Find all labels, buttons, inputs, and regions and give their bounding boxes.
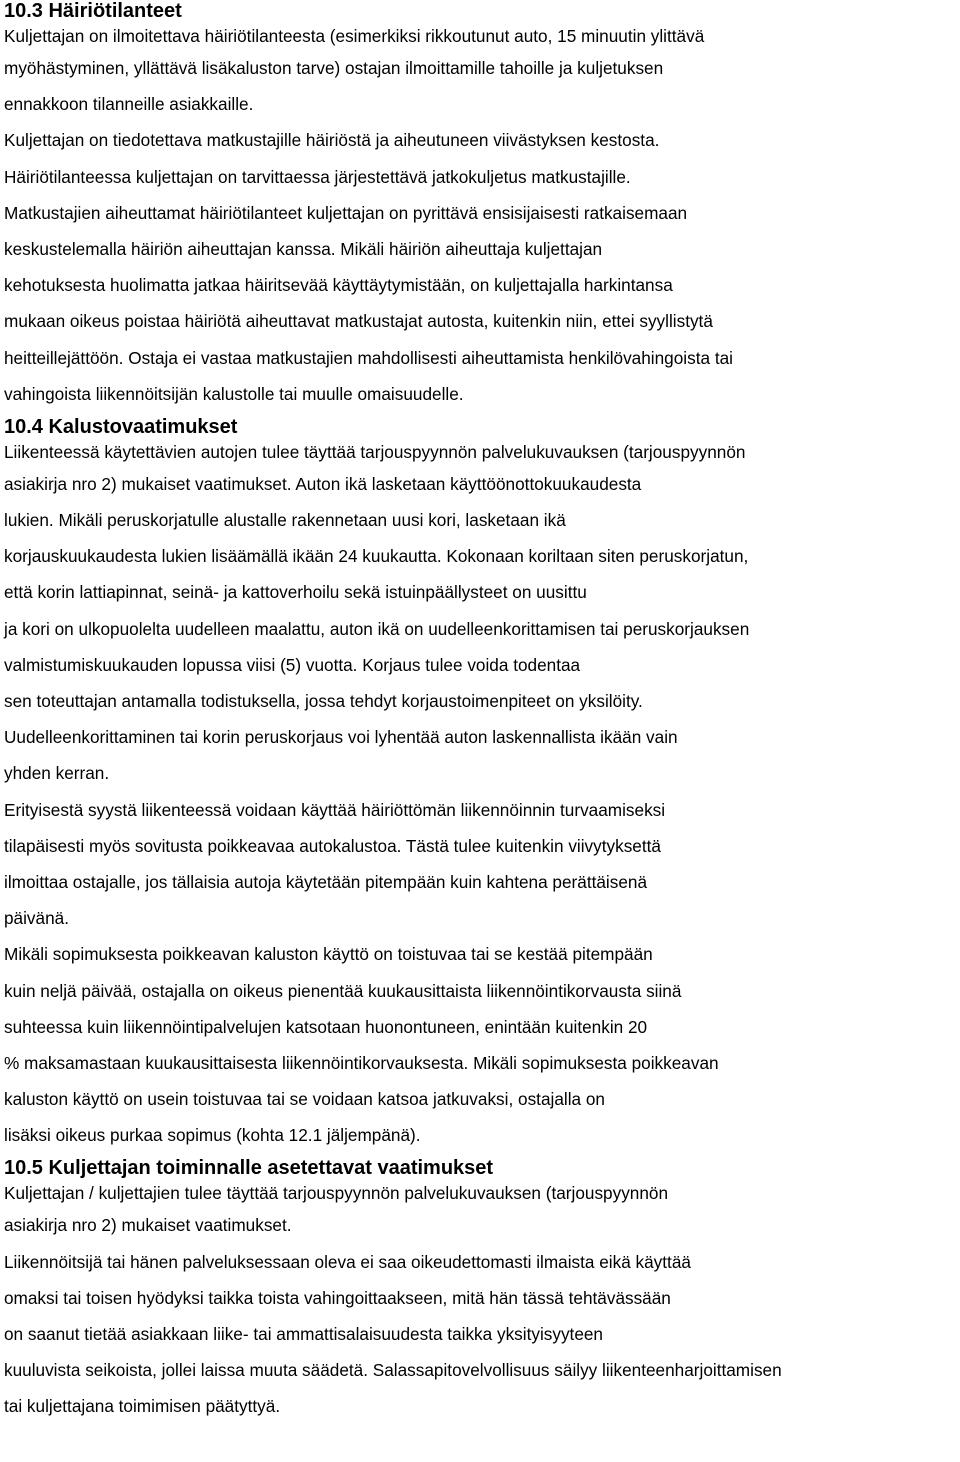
section-heading: 10.3 Häiriötilanteet	[4, 0, 182, 22]
section-heading: 10.4 Kalustovaatimukset	[4, 415, 238, 438]
text-line: suhteessa kuin liikennöintipalvelujen katsotaan huonontuneen, enintään kuitenkin 20	[4, 1016, 648, 1037]
text-line: valmistumiskuukauden lopussa viisi (5) vuotta. Korjaus tulee voida todentaa	[4, 654, 581, 675]
text-line: heitteillejättöön. Ostaja ei vastaa matkustajien mahdollisesti aiheuttamista henkilövahingoista tai	[4, 347, 733, 368]
section-heading: 10.5 Kuljettajan toiminnalle asetettavat vaatimukset	[4, 1157, 494, 1180]
text-line: lukien. Mikäli peruskorjatulle alustalle rakennetaan uusi kori, lasketaan ikä	[4, 510, 566, 531]
text-line: tilapäisesti myös sovitusta poikkeavaa autokalustoa. Tästä tulee kuitenkin viivytyksettä	[4, 835, 661, 856]
text-line: Häiriötilanteessa kuljettajan on tarvittaessa järjestettävä jatkokuljetus matkustajille.	[4, 166, 631, 187]
text-line: vahingoista liikennöitsijän kalustolle tai muulle omaisuudelle.	[4, 383, 464, 404]
text-line: Erityisestä syystä liikenteessä voidaan käyttää häiriöttömän liikennöinnin turvaamiseksi	[4, 799, 666, 820]
text-line: Kuljettajan on ilmoitettava häiriötilanteesta (esimerkiksi rikkoutunut auto, 15 minuutin ylittävä	[4, 26, 705, 46]
text-line: Liikenteessä käytettävien autojen tulee täyttää tarjouspyynnön palvelukuvauksen (tarjouspyynnön	[4, 441, 746, 462]
text-line: mukaan oikeus poistaa häiriötä aiheuttavat matkustajat autosta, kuitenkin niin, ettei syyllistytä	[4, 311, 713, 332]
text-line: asiakirja nro 2) mukaiset vaatimukset. Auton ikä lasketaan käyttöönottokuukaudesta	[4, 473, 642, 494]
text-line: sen toteuttajan antamalla todistuksella, jossa tehdyt korjaustoimenpiteet on yksilöity.	[4, 691, 643, 711]
text-line: ilmoittaa ostajalle, jos tällaisia autoja käytetään pitempään kuin kahtena perättäisenä	[4, 871, 648, 892]
text-line: on saanut tietää asiakkaan liike- tai ammattisalaisuudesta taikka yksityisyyteen	[4, 1324, 603, 1344]
text-line: Liikennöitsijä tai hänen palveluksessaan oleva ei saa oikeudettomasti ilmaista eikä käyttää	[4, 1251, 691, 1272]
text-line: päivänä.	[4, 908, 69, 929]
text-line: keskustelemalla häiriön aiheuttajan kanssa. Mikäli häiriön aiheuttaja kuljettajan	[4, 238, 603, 259]
section-10-5	[4, 1157, 960, 1424]
text-line: Mikäli sopimuksesta poikkeavan kaluston käyttö on toistuvaa tai se kestää pitempään	[4, 944, 653, 965]
text-line: myöhästyminen, yllättävä lisäkaluston tarve) ostajan ilmoittamille tahoille ja kuljetuksen	[4, 58, 664, 78]
text-line: Kuljettajan on tiedotettava matkustajille häiriöstä ja aiheutuneen viivästyksen kestosta.	[4, 130, 660, 151]
text-line: kehotuksesta huolimatta jatkaa häiritsevää käyttäytymistään, on kuljettajalla harkintansa	[4, 275, 673, 296]
text-line: lisäksi oikeus purkaa sopimus (kohta 12.1 jäljempänä).	[4, 1125, 421, 1146]
text-line: kaluston käyttö on usein toistuvaa tai se voidaan katsoa jatkuvaksi, ostajalla on	[4, 1089, 605, 1110]
text-line: % maksamastaan kuukausittaisesta liikennöintikorvauksesta. Mikäli sopimuksesta poikkeavan	[4, 1052, 719, 1073]
text-line: omaksi tai toisen hyödyksi taikka toista vahingoittaakseen, mitä hän tässä tehtävässään	[4, 1287, 671, 1308]
document-page	[4, 0, 960, 1425]
text-line: ja kori on ulkopuolelta uudelleen maalattu, auton ikä on uudelleenkorittamisen tai peruskorjauksen	[4, 618, 750, 639]
text-line: tai kuljettajana toimimisen päätyttyä.	[4, 1396, 281, 1417]
text-line: kuuluvista seikoista, jollei laissa muuta säädetä. Salassapitovelvollisuus säilyy liikenteenharjoittamisen	[4, 1360, 782, 1381]
text-line: korjauskuukaudesta lukien lisäämällä ikään 24 kuukautta. Kokonaan koriltaan siten peruskorjatun,	[4, 546, 749, 567]
text-line: asiakirja nro 2) mukaiset vaatimukset.	[4, 1215, 292, 1236]
text-line: Kuljettajan / kuljettajien tulee täyttää tarjouspyynnön palvelukuvauksen (tarjouspyynnön	[4, 1183, 669, 1204]
text-line: Uudelleenkorittaminen tai korin peruskorjaus voi lyhentää auton laskennallista ikään vain	[4, 727, 678, 748]
text-line: että korin lattiapinnat, seinä- ja kattoverhoilu sekä istuinpäällysteet on uusittu	[4, 582, 587, 603]
text-line: ennakkoon tilanneille asiakkaille.	[4, 94, 254, 115]
text-line: Matkustajien aiheuttamat häiriötilanteet kuljettajan on pyrittävä ensisijaisesti ratkaisemaan	[4, 202, 688, 223]
text-line: kuin neljä päivää, ostajalla on oikeus pienentää kuukausittaista liikennöintikorvausta siinä	[4, 980, 682, 1001]
text-line: yhden kerran.	[4, 763, 110, 784]
section-10-3	[4, 0, 960, 412]
section-10-4	[4, 416, 960, 1154]
